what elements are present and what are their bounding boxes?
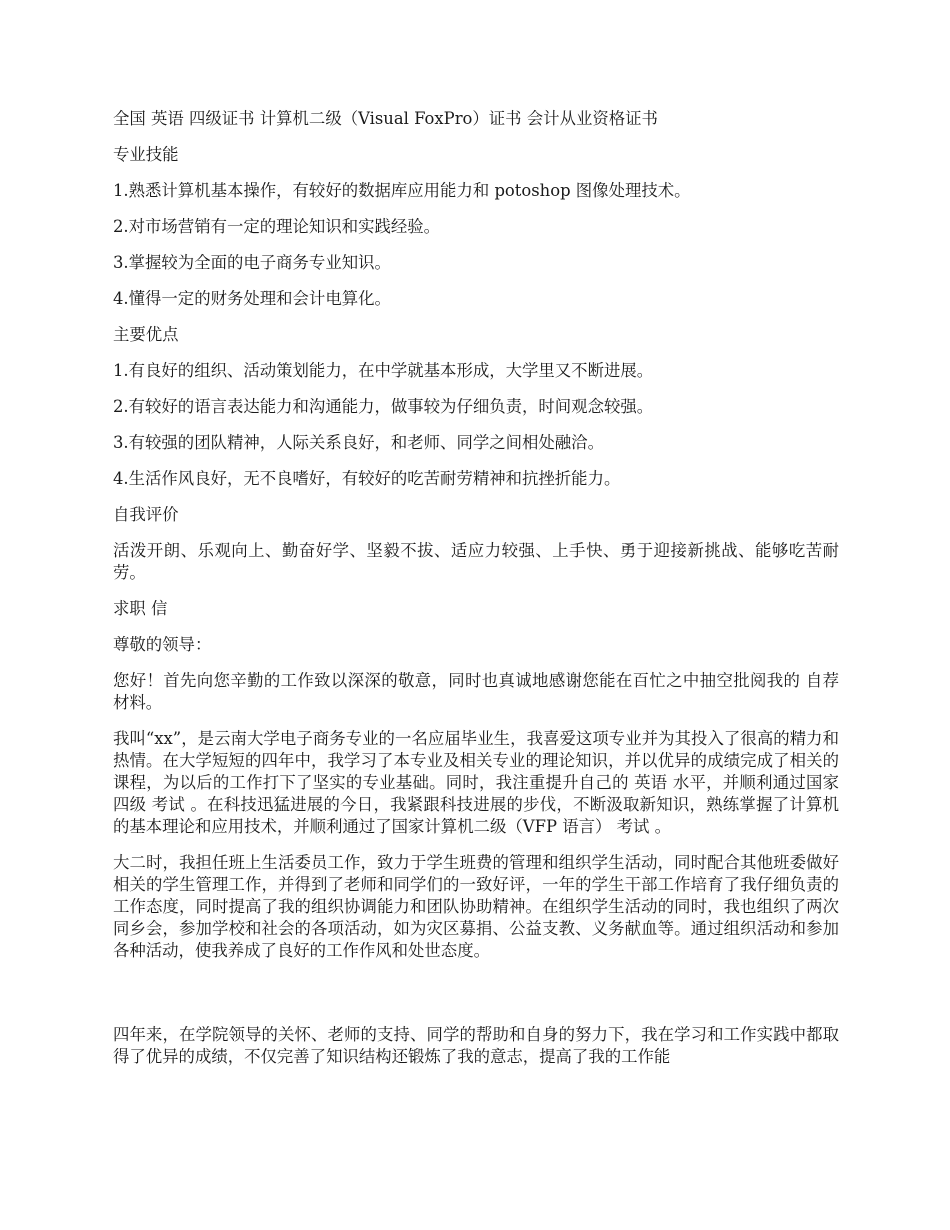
skill-item: 1.熟悉计算机基本操作，有较好的数据库应用能力和 potoshop 图像处理技术。 [113,181,691,200]
letter-salutation: 尊敬的领导： [113,635,212,654]
skill-item: 3.掌握较为全面的电子商务专业知识。 [113,253,391,272]
letter-paragraph: 大二时，我担任班上生活委员工作，致力于学生班费的管理和组织学生活动，同时配合其他班委做好相关的学生管理工作，并得到了老师和同学们的一致好评，一年的学生干部工作培育了我仔细负责的工作态度，同时提高了我的组织协调能力和团队协助精神。在组织学生活动的同时，我也组织了两次同乡会，参加学校和社会的各项活动，如为灾区募捐、公益支教、义务献血等。通过组织活动和参加各种活动，使我养成了良好的工作作风和处世态度。 [113,853,839,960]
paragraph-gap [113,976,839,1024]
skill-item: 4.懂得一定的财务处理和会计电算化。 [113,289,391,308]
letter-paragraph: 四年来，在学院领导的关怀、老师的支持、同学的帮助和自身的努力下，我在学习和工作实践中都取得了优异的成绩，不仅完善了知识结构还锻炼了我的意志，提高了我的工作能 [113,1025,839,1066]
strength-item: 4.生活作风良好，无不良嗜好，有较好的吃苦耐劳精神和抗挫折能力。 [113,469,621,488]
self-evaluation-text: 活泼开朗、乐观向上、勤奋好学、坚毅不拔、适应力较强、上手快、勇于迎接新挑战、能够吃苦耐劳。 [113,541,839,582]
letter-paragraph: 我叫“xx”，是云南大学电子商务专业的一名应届毕业生，我喜爱这项专业并为其投入了很高的精力和热情。在大学短短的四年中，我学习了本专业及相关专业的理论知识，并以优异的成绩完成了相关的课程，为以后的工作打下了坚实的专业基础。同时，我注重提升自己的 英语 水平，并顺利通过国家四级 考试 。在科技迅猛进展的今日，我紧跟科技进展的步伐，不断汲取新知识，熟练掌握了计算机的基本理论和应用技术，并顺利通过了国家计算机二级（VFP 语言） 考试 。 [113,729,839,836]
section-heading-self-evaluation: 自我评价 [113,505,179,524]
section-heading-cover-letter: 求职 信 [113,599,168,618]
strength-item: 2.有较好的语言表达能力和沟通能力，做事较为仔细负责，时间观念较强。 [113,397,654,416]
certificates-line: 全国 英语 四级证书 计算机二级（Visual FoxPro）证书 会计从业资格证书 [113,109,658,128]
section-heading-skills: 专业技能 [113,145,179,164]
letter-paragraph: 您好！首先向您辛勤的工作致以深深的敬意，同时也真诚地感谢您能在百忙之中抽空批阅我的 自荐 材料。 [113,671,839,712]
strength-item: 1.有良好的组织、活动策划能力，在中学就基本形成，大学里又不断进展。 [113,361,654,380]
strength-item: 3.有较强的团队精神，人际关系良好，和老师、同学之间相处融洽。 [113,433,604,452]
document-page [113,108,839,1082]
section-heading-strengths: 主要优点 [113,325,179,344]
skill-item: 2.对市场营销有一定的理论知识和实践经验。 [113,217,441,236]
